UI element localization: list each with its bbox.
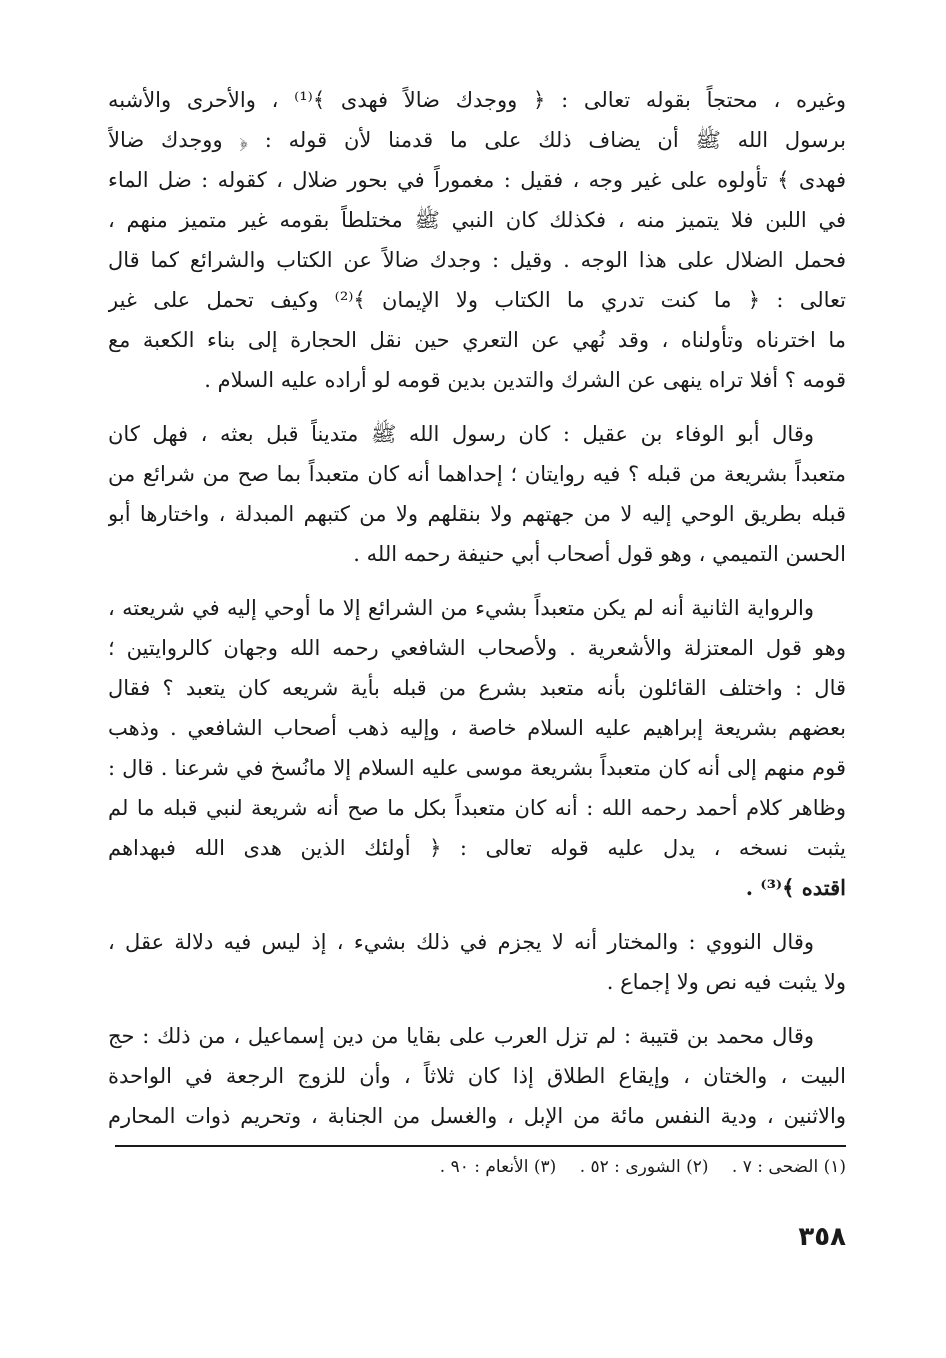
text-line: فحمل الضلال على هذا الوجه . وقيل : وجدك ضالاً عن الكتاب والشرائع كما قال bbox=[108, 248, 846, 272]
footnote-1: (١) الضحى : ٧ . bbox=[731, 1157, 846, 1177]
text-line: وقال أبو الوفاء بن عقيل : كان رسول الله ﷺ متديناً قبل بعثه ، فهل كان bbox=[108, 422, 814, 446]
text-line: وهو قول المعتزلة والأشعرية . ولأصحاب الشافعي رحمه الله وجهان كالروايتين ؛ bbox=[108, 636, 846, 660]
paragraph-1 bbox=[108, 80, 846, 400]
footnote-3: (٣) الأنعام : ٩٠ . bbox=[439, 1157, 557, 1177]
text-line: قبله بطريق الوحي إليه لا من جهتهم ولا بنقلهم ولا من كتبهم المبدلة ، واختارها أبو bbox=[108, 502, 846, 526]
page-number: ٣٥٨ bbox=[798, 1222, 846, 1252]
page-body bbox=[108, 80, 846, 1136]
paragraph-4 bbox=[108, 922, 846, 1002]
text-line: اقتده ﴾⁽³⁾ . bbox=[745, 875, 846, 900]
text-line: قوم منهم إلى أنه كان متعبداً بشريعة موسى عليه السلام إلا مانُسخ في شرعنا . قال : bbox=[108, 756, 846, 780]
text-line: وقال النووي : والمختار أنه لا يجزم في ذلك بشيء ، إذ ليس فيه دلالة عقل ، bbox=[108, 930, 814, 954]
text-line: يثبت نسخه ، يدل عليه قوله تعالى : ﴿ أولئك الذين هدى الله فبهداهم bbox=[108, 836, 846, 860]
text-line: متعبداً بشريعة من قبله ؟ فيه روايتان ؛ إحداهما أنه كان متعبداً بما صح من شرائع من bbox=[108, 462, 846, 486]
text-line: ولا يثبت فيه نص ولا إجماع . bbox=[606, 970, 846, 994]
text-line: فهدى ﴾ تأولوه على غير وجه ، فقيل : مغموراً في بحور ضلال ، كقوله : ضل الماء bbox=[108, 168, 846, 192]
text-line: وقال محمد بن قتيبة : لم تزل العرب على بقايا من دين إسماعيل ، من ذلك : حج bbox=[108, 1024, 814, 1048]
text-line: في اللبن فلا يتميز منه ، فكذلك كان النبي ﷺ مختلطاً بقومه غير متميز منهم ، bbox=[108, 208, 846, 232]
footnotes bbox=[115, 1153, 846, 1181]
footnote-divider bbox=[115, 1145, 846, 1147]
text-line: وغيره ، محتجاً بقوله تعالى : ﴿ ووجدك ضالاً فهدى ﴾⁽¹⁾ ، والأحرى والأشبه bbox=[108, 88, 846, 112]
text-line: الحسن التميمي ، وهو قول أصحاب أبي حنيفة رحمه الله . bbox=[353, 542, 846, 566]
text-line: ما اخترناه وتأولناه ، وقد نُهي عن التعري حين نقل الحجارة إلى بناء الكعبة مع bbox=[108, 328, 846, 352]
text-line: وظاهر كلام أحمد رحمه الله : أنه كان متعبداً بكل ما صح أنه شريعة لنبي قبله ما لم bbox=[108, 796, 846, 820]
paragraph-2 bbox=[108, 414, 846, 574]
text-line: والاثنين ، ودية النفس مائة من الإبل ، والغسل من الجنابة ، وتحريم ذوات المحارم bbox=[108, 1104, 846, 1128]
text-line: والرواية الثانية أنه لم يكن متعبداً بشيء من الشرائع إلا ما أوحي إليه في شريعته ، bbox=[108, 596, 814, 620]
text-line: قال : واختلف القائلون بأنه متعبد بشرع من قبله بأية شريعه كان يتعبد ؟ فقال bbox=[108, 676, 846, 700]
text-line: بعضهم بشريعة إبراهيم عليه السلام خاصة ، وإليه ذهب أصحاب الشافعي . وذهب bbox=[108, 716, 846, 740]
text-line: برسول الله ﷺ أن يضاف ذلك على ما قدمنا لأن قوله : ﴿ ووجدك ضالاً bbox=[108, 128, 846, 152]
paragraph-5 bbox=[108, 1016, 846, 1136]
text-line: تعالى : ﴿ ما كنت تدري ما الكتاب ولا الإيمان ﴾⁽²⁾ وكيف تحمل على غير bbox=[108, 288, 846, 312]
footnote-2: (٢) الشورى : ٥٢ . bbox=[579, 1157, 709, 1177]
text-line: البيت ، والختان ، وإيقاع الطلاق إذا كان ثلاثاً ، وأن للزوج الرجعة في الواحدة bbox=[108, 1064, 846, 1088]
paragraph-3 bbox=[108, 588, 846, 908]
text-line: قومه ؟ أفلا تراه ينهى عن الشرك والتدين بدين قومه لو أراده عليه السلام . bbox=[204, 368, 846, 392]
